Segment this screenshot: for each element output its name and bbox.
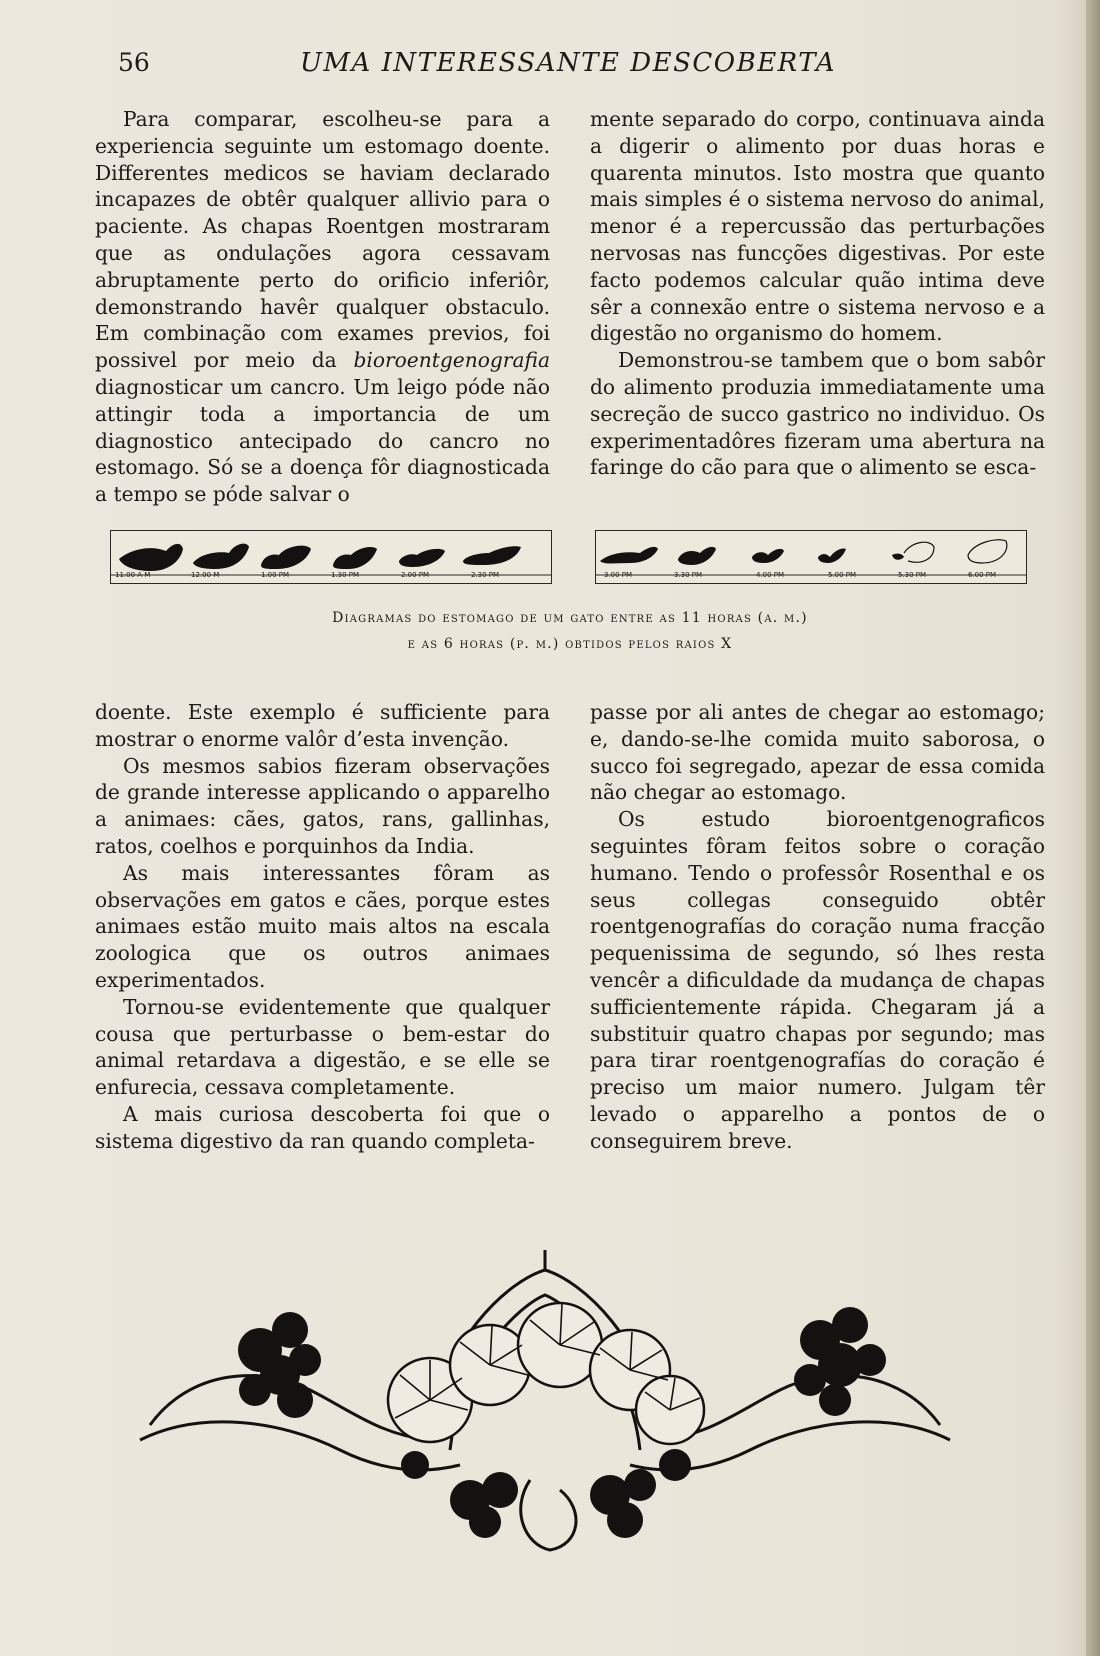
text-span: Para comparar, escolheu-se para a experiencia seguinte um estomago doente. Differentes medicos se haviam declarado incapazes de obtêr qualquer allivio para o paciente. As chapas Roentgen mostraram que as ondulações agora cessavam abruptamente perto do orificio inferiôr, demonstrando havêr qualquer obstaculo. Em combinação com exames previos, foi possivel por meio da — [95, 107, 550, 373]
text-column-bottom-right — [590, 699, 1045, 1155]
time-label: 11.00 A M — [115, 571, 151, 579]
paragraph-continued: doente. Este exemplo é sufficiente para mostrar o enorme valôr d’esta invenção. — [95, 700, 550, 751]
text-column-top-left — [95, 106, 550, 508]
time-label: 1.30 PM — [331, 571, 360, 579]
paragraph — [95, 106, 550, 508]
time-label: 5.30 PM — [898, 571, 927, 579]
time-label: 4.00 PM — [756, 571, 785, 579]
floral-ornament-tailpiece — [130, 1250, 960, 1560]
text-column-top-right — [590, 106, 1045, 481]
text-column-bottom-left — [95, 699, 550, 1155]
book-spine-edge — [1086, 0, 1100, 1656]
time-label: 3.30 PM — [674, 571, 703, 579]
time-label: 12.00 M — [191, 571, 220, 579]
running-title: UMA INTERESSANTE DESCOBERTA — [300, 48, 836, 78]
paragraph-continued: passe por ali antes de chegar ao estomago; e, dando-se-lhe comida muito saborosa, o succo foi segregado, apezar de essa comida não chegar ao estomago. — [590, 700, 1045, 805]
paragraph: Demonstrou-se tambem que o bom sabôr do alimento produzia immediatamente uma secreção de succo gastrico no individuo. Os experimentadôres fizeram uma abertura na faringe do cão para que o alimento se esca- — [590, 348, 1045, 480]
stomach-shapes-right — [596, 531, 1026, 583]
page-header — [0, 48, 1100, 88]
time-label: 5.00 PM — [828, 571, 857, 579]
italic-term: bioroentgenografia — [353, 348, 550, 373]
stomach-diagrams-figure — [110, 520, 1030, 690]
paragraph: Tornou-se evidentemente que qualquer cousa que perturbasse o bem-estar do animal retardava a digestão, e se elle se enfurecia, cessava completamente. — [95, 994, 550, 1100]
paragraph-continued: mente separado do corpo, continuava ainda a digerir o alimento por duas horas e quarenta minutos. Isto mostra que quanto mais simples é o sistema nervoso do animal, menor é a repercussão das perturbações nervosas nas funcções digestivas. Por este facto podemos calcular quão intima deve sêr a connexão entre o sistema nervoso e a digestão no organismo do homem. — [590, 107, 1045, 346]
paragraph: A mais curiosa descoberta foi que o sistema digestivo da ran quando completa- — [95, 1101, 550, 1153]
text-span: diagnosticar um cancro. Um leigo póde não attingir toda a importancia de um diagnostico antecipado do cancro no estomago. Só se a doença fôr diagnosticada a tempo se póde salvar o — [95, 374, 550, 507]
time-label: 1.00 PM — [261, 571, 290, 579]
page-number: 56 — [118, 48, 150, 77]
paragraph: Os estudo bioroentgenograficos seguintes fôram feitos sobre o coração humano. Tendo o professôr Rosenthal e os seus collegas conseguido obtêr roentgenografías do coração numa fracção pequenissima de segundo, só lhes resta vencêr a dificuldade da mudança de chapas sufficientemente rápida. Chegaram já a substituir quatro chapas por segundo; mas para tirar roentgenografías do coração é preciso um maior numero. Julgam têr levado o apparelho a pontos de o conseguirem breve. — [590, 807, 1045, 1153]
time-label: 3.00 PM — [604, 571, 633, 579]
diagram-strip-right — [595, 530, 1027, 584]
time-label: 2.00 PM — [401, 571, 430, 579]
paragraph: Os mesmos sabios fizeram observações de grande interesse applicando o apparelho a animaes: cães, gatos, rans, gallinhas, ratos, coelhos e porquinhos da India. — [95, 753, 550, 858]
figure-caption-line-2: e as 6 horas (p. m.) obtidos pelos raios X — [407, 636, 733, 652]
time-label: 6.00 PM — [968, 571, 997, 579]
paragraph: As mais interessantes fôram as observações em gatos e cães, porque estes animaes estão muito mais altos na escala zoologica que os outros animaes experimentados. — [95, 860, 550, 992]
figure-caption-line-1: Diagramas do estomago de um gato entre as 11 horas (a. m.) — [332, 610, 808, 626]
time-label: 2.30 PM — [471, 571, 500, 579]
diagram-strip-left — [110, 530, 552, 584]
